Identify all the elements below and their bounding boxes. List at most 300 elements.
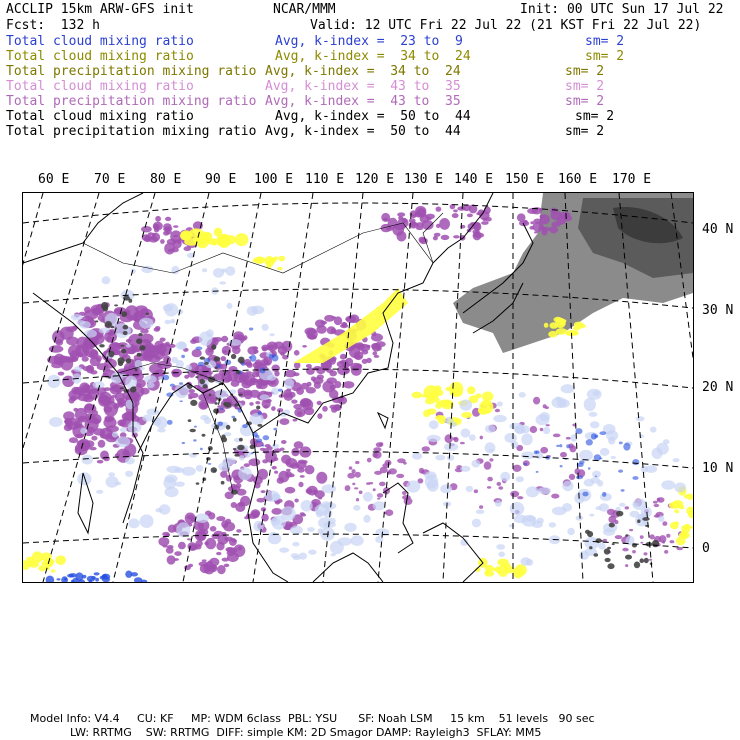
- cloud-core-cell: [188, 419, 192, 422]
- cloud-low-cell: [526, 486, 539, 497]
- cloud-low-cell: [131, 269, 136, 274]
- cloud-low-cell: [363, 515, 370, 523]
- cloud-low-cell: [650, 427, 657, 433]
- cloud-high-cell: [272, 365, 280, 372]
- cloud-low-cell: [543, 427, 550, 434]
- cloud-core-cell: [195, 376, 198, 378]
- cloud-high-cell: [320, 321, 327, 325]
- cloud-low-cell: [444, 443, 458, 451]
- cloud-high-cell: [140, 388, 149, 395]
- cloud-high-cell: [467, 214, 473, 218]
- cloud-high-cell: [551, 494, 559, 499]
- cloud-high-cell: [513, 465, 522, 472]
- cloud-low-cell: [292, 542, 299, 547]
- cloud-low-cell: [589, 412, 598, 417]
- cloud-high-cell: [453, 209, 458, 212]
- cloud-core-cell: [607, 563, 614, 569]
- cloud-high-cell: [52, 330, 64, 343]
- cloud-high-cell: [253, 349, 258, 353]
- cloud-high-cell: [622, 548, 628, 552]
- cloud-high-cell: [244, 463, 250, 467]
- cloud-high-cell: [174, 235, 179, 237]
- cloud-high-cell: [318, 497, 322, 499]
- cloud-low-cell: [460, 466, 470, 472]
- cloud-low-cell: [471, 460, 480, 468]
- lon-label: 60 E: [38, 172, 70, 187]
- cloud-core-cell: [589, 546, 592, 549]
- cloud-mid-cell: [218, 239, 226, 245]
- cloud-mid-cell: [544, 323, 549, 328]
- cloud-core-cell: [596, 538, 602, 543]
- cloud-mid-cell: [412, 392, 423, 399]
- cloud-low-cell: [645, 465, 657, 473]
- cloud-high-cell: [293, 404, 302, 409]
- cloud-low-cell: [272, 444, 279, 449]
- cloud-high-cell: [354, 351, 364, 360]
- cloud-low-cell: [108, 472, 115, 476]
- cloud-low-cell: [485, 425, 496, 433]
- cloud-low-cell: [196, 465, 204, 472]
- cloud-high-cell: [653, 501, 658, 504]
- cloud-core-cell: [206, 457, 211, 460]
- cloud-high-cell: [49, 345, 64, 352]
- cloud-core-cell: [605, 558, 611, 562]
- cloud-high-cell: [497, 482, 502, 486]
- cloud-high-cell: [317, 375, 324, 380]
- cloud-low-cell: [112, 432, 118, 438]
- cloud-high-cell: [553, 434, 561, 438]
- lon-label: 80 E: [150, 172, 182, 187]
- cloud-high-cell: [549, 226, 558, 233]
- cloud-high-cell: [303, 460, 308, 464]
- cloud-high-cell: [236, 529, 241, 533]
- cloud-high-cell: [188, 396, 192, 399]
- cloud-high-cell: [397, 458, 406, 463]
- cloud-low-cell: [511, 441, 519, 448]
- cloud-high-cell: [474, 489, 478, 493]
- cloud-high-cell: [611, 515, 614, 517]
- cloud-high-cell: [173, 225, 178, 228]
- cloud-core-cell: [135, 368, 138, 371]
- cloud-high-cell: [148, 355, 161, 363]
- cloud-low-cell: [476, 510, 485, 515]
- cloud-low-cell: [673, 458, 680, 462]
- cloud-high-cell: [433, 236, 438, 241]
- cloud-high-cell: [517, 496, 523, 499]
- cloud-low-cell: [632, 499, 646, 510]
- cloud-low-cell: [616, 507, 621, 511]
- cloud-core-cell: [118, 357, 125, 364]
- cloud-high-cell: [317, 401, 322, 405]
- valid-time: Valid: 12 UTC Fri 22 Jul 22 (21 KST Fri 22 Jul 22): [310, 18, 702, 33]
- cloud-mid-cell: [214, 228, 222, 237]
- cloud-core-cell: [121, 345, 125, 347]
- cloud-high-cell: [226, 475, 232, 482]
- legend-field: Total precipitation mixing ratio: [6, 124, 257, 139]
- cloud-high-cell: [58, 372, 65, 376]
- cloud-high-cell: [280, 352, 285, 356]
- cloud-high-cell: [250, 378, 258, 385]
- cloud-core-cell: [644, 558, 649, 563]
- cloud-low-cell: [185, 365, 192, 372]
- cloud-core-cell: [190, 429, 196, 432]
- cloud-core-cell: [231, 354, 236, 359]
- cloud-high-cell: [277, 477, 284, 484]
- cloud-high-cell: [227, 547, 238, 553]
- cloud-high-cell: [162, 532, 169, 536]
- cloud-high-cell: [543, 404, 547, 408]
- cloud-low-cell: [324, 521, 336, 527]
- cloud-high-cell: [64, 424, 72, 431]
- cloud-high-cell: [165, 342, 170, 347]
- cloud-high-cell: [654, 504, 660, 507]
- cloud-high-cell: [261, 490, 266, 493]
- cloud-high-cell: [457, 206, 465, 210]
- cloud-high-cell: [676, 547, 683, 550]
- cloud-low-cell: [301, 500, 313, 512]
- model-info-line1: Model Info: V4.4 CU: KF MP: WDM 6class PBL: YSU SF: Noah LSM 15 km 51 levels 90 sec: [30, 712, 595, 725]
- cloud-low-cell: [180, 400, 183, 402]
- cloud-mid-cell: [265, 256, 275, 267]
- cloud-high-cell: [220, 356, 226, 361]
- cloud-high-cell: [517, 213, 526, 221]
- cloud-high-cell: [73, 408, 78, 412]
- cloud-mid-cell: [207, 238, 214, 242]
- cloud-core-cell: [231, 490, 238, 495]
- cloud-mid-cell: [682, 525, 688, 530]
- lon-label: 100 E: [254, 172, 294, 187]
- cloud-core-cell: [101, 302, 108, 310]
- cloud-low-cell: [562, 481, 573, 491]
- cloud-high-cell: [69, 437, 78, 443]
- cloud-high-cell: [271, 381, 276, 384]
- cloud-low-cell: [226, 266, 236, 275]
- cloud-high-cell: [163, 231, 169, 236]
- cloud-mid-cell: [478, 407, 488, 414]
- cloud-high-cell: [369, 482, 373, 484]
- cloud-high-cell: [298, 482, 303, 487]
- cloud-high-cell: [560, 452, 567, 458]
- legend-smoothing: sm= 2: [565, 64, 605, 79]
- cloud-low-cell: [273, 428, 277, 431]
- cloud-core-cell: [121, 311, 127, 317]
- cloud-high-cell: [293, 419, 298, 422]
- lat-label: 0: [702, 541, 710, 556]
- cloud-low-cell: [307, 527, 315, 532]
- cloud-high-cell: [202, 559, 207, 561]
- cloud-high-cell: [329, 405, 337, 410]
- cloud-core-cell: [137, 353, 142, 357]
- cloud-low-cell: [509, 524, 515, 527]
- cloud-low-cell: [222, 461, 230, 468]
- cloud-high-cell: [75, 434, 84, 439]
- cloud-low-cell: [200, 415, 209, 420]
- cloud-high-cell: [178, 542, 186, 550]
- cloud-low-cell: [549, 522, 556, 527]
- cloud-high-cell: [485, 217, 492, 222]
- cloud-low-cell: [165, 320, 171, 324]
- cloud-high-cell: [302, 345, 307, 348]
- cloud-high-cell: [160, 239, 165, 244]
- cloud-low-cell: [469, 434, 476, 441]
- legend-avg: Avg, k-index = 50 to 44: [275, 109, 471, 124]
- cloud-low-cell: [164, 303, 178, 316]
- cloud-high-cell: [195, 544, 201, 549]
- cloud-high-cell: [372, 343, 381, 352]
- cloud-high-cell: [60, 357, 73, 370]
- cloud-high-cell: [177, 240, 181, 244]
- cloud-high-cell: [285, 487, 296, 494]
- cloud-high-cell: [204, 562, 215, 574]
- cloud-low-cell: [281, 506, 296, 521]
- cloud-low-cell: [125, 457, 135, 464]
- lon-label: 160 E: [558, 172, 598, 187]
- cloud-core-cell: [594, 553, 599, 556]
- cloud-core-cell: [190, 400, 197, 406]
- cloud-low-cell: [588, 467, 591, 469]
- map-panel: [22, 192, 694, 583]
- cloud-low-cell: [603, 528, 615, 535]
- cloud-low-cell: [128, 518, 139, 528]
- cloud-high-cell: [89, 447, 96, 451]
- cloud-low-cell: [561, 384, 575, 393]
- cloud-high-cell: [489, 458, 493, 461]
- cloud-mid-cell: [684, 494, 689, 498]
- cloud-core-cell: [211, 344, 216, 349]
- cloud-high-cell: [349, 466, 353, 469]
- cloud-high-cell: [452, 213, 459, 218]
- legend-smoothing: sm= 2: [565, 124, 605, 139]
- cloud-high-cell: [453, 235, 460, 238]
- cloud-high-cell: [136, 383, 142, 386]
- cloud-high-cell: [487, 486, 491, 489]
- cloud-low-cell: [598, 543, 605, 550]
- cloud-high-cell: [98, 440, 106, 448]
- cloud-high-cell: [244, 359, 251, 366]
- cloud-core-cell: [609, 523, 615, 528]
- cloud-mid-cell: [482, 391, 493, 401]
- coastline: [313, 553, 383, 582]
- cloud-low-cell: [200, 448, 203, 451]
- cloud-low-cell: [308, 550, 316, 555]
- legend-field: Total cloud mixing ratio: [6, 109, 194, 124]
- cloud-low-cell: [269, 354, 274, 359]
- cloud-high-cell: [210, 526, 217, 532]
- cloud-low-cell: [115, 482, 121, 486]
- cloud-core-cell: [215, 366, 218, 369]
- cloud-high-cell: [305, 465, 315, 474]
- cloud-low-cell: [498, 552, 505, 558]
- cloud-low-cell: [290, 526, 303, 535]
- cloud-high-cell: [420, 214, 429, 223]
- cloud-mid-cell: [438, 400, 452, 407]
- cloud-high-cell: [113, 403, 119, 409]
- cloud-low-cell: [120, 427, 127, 432]
- cloud-low-cell: [322, 484, 337, 493]
- cloud-high-cell: [82, 384, 90, 392]
- cloud-core-cell: [216, 397, 219, 399]
- cloud-low-cell: [156, 416, 168, 428]
- cloud-high-cell: [154, 328, 160, 332]
- cloud-high-cell: [481, 221, 489, 225]
- cloud-high-cell: [334, 381, 341, 388]
- cloud-high-cell: [271, 508, 282, 515]
- cloud-high-cell: [379, 482, 386, 487]
- cloud-low-cell: [194, 426, 197, 428]
- cloud-high-cell: [92, 308, 98, 312]
- cloud-high-cell: [569, 445, 576, 452]
- cloud-core-cell: [238, 357, 245, 364]
- cloud-mid-cell: [212, 242, 217, 246]
- cloud-low-cell: [608, 437, 615, 445]
- cloud-high-cell: [154, 224, 159, 229]
- cloud-low-cell: [279, 547, 289, 552]
- cloud-core-cell: [114, 304, 118, 306]
- cloud-high-cell: [223, 522, 235, 532]
- cloud-high-cell: [152, 233, 160, 242]
- cloud-low-cell: [262, 324, 269, 331]
- cloud-mid-cell: [423, 410, 430, 417]
- cloud-low-cell: [440, 484, 452, 493]
- cloud-high-cell: [540, 215, 545, 219]
- cloud-high-cell: [334, 316, 342, 325]
- cloud-high-cell: [216, 516, 225, 521]
- cloud-mid-cell: [467, 386, 475, 394]
- cloud-high-cell: [495, 409, 500, 413]
- cloud-high-cell: [615, 535, 623, 539]
- cloud-core-cell: [202, 434, 206, 437]
- cloud-low-cell: [96, 490, 103, 494]
- cloud-low-cell: [182, 442, 185, 444]
- cloud-low-cell: [126, 344, 131, 348]
- cloud-mid-cell: [675, 521, 679, 525]
- cloud-high-cell: [285, 458, 297, 468]
- cloud-high-cell: [540, 226, 545, 230]
- cloud-core-cell: [223, 402, 227, 406]
- cloud-low-cell: [344, 523, 356, 532]
- cloud-high-cell: [187, 538, 191, 540]
- cloud-high-cell: [529, 226, 534, 230]
- cloud-low-cell: [147, 383, 155, 388]
- cloud-low-cell: [510, 502, 524, 516]
- cloud-low-cell: [412, 453, 422, 460]
- cloud-high-cell: [249, 458, 261, 466]
- legend-field: Total precipitation mixing ratio: [6, 64, 257, 79]
- cloud-high-cell: [100, 451, 109, 460]
- cloud-high-cell: [286, 469, 291, 472]
- lon-label: 70 E: [94, 172, 126, 187]
- cloud-mid-cell: [278, 256, 285, 262]
- cloud-high-cell: [540, 428, 544, 432]
- cloud-low-cell: [521, 452, 535, 460]
- cloud-high-cell: [345, 485, 351, 491]
- legend-field: Total cloud mixing ratio: [6, 49, 194, 64]
- coastline: [378, 413, 388, 428]
- cloud-high-cell: [300, 475, 305, 478]
- cloud-low-cell: [559, 444, 562, 447]
- cloud-high-cell: [534, 231, 538, 233]
- cloud-low-cell: [46, 576, 55, 582]
- cloud-low-cell: [171, 357, 178, 364]
- cloud-core-cell: [136, 338, 142, 344]
- cloud-high-cell: [566, 437, 571, 440]
- cloud-low-cell: [146, 409, 159, 416]
- cloud-core-cell: [604, 548, 610, 554]
- cloud-low-cell: [249, 356, 252, 358]
- cloud-high-cell: [479, 505, 483, 509]
- cloud-low-cell: [165, 475, 178, 483]
- cloud-core-cell: [145, 313, 149, 315]
- cloud-core-cell: [95, 320, 98, 322]
- legend-avg: Avg, k-index = 43 to 35: [265, 79, 461, 94]
- cloud-core-cell: [626, 534, 629, 536]
- cloud-mid-cell: [461, 412, 472, 418]
- cloud-low-cell: [611, 456, 617, 459]
- cloud-high-cell: [441, 235, 450, 240]
- cloud-high-cell: [257, 469, 268, 480]
- cloud-high-cell: [78, 352, 84, 357]
- cloud-low-cell: [586, 439, 593, 445]
- cloud-high-cell: [347, 473, 355, 479]
- cloud-low-cell: [199, 331, 213, 345]
- cloud-core-cell: [213, 408, 219, 413]
- cloud-low-cell: [497, 401, 503, 406]
- lon-label: 90 E: [205, 172, 237, 187]
- cloud-high-cell: [261, 359, 270, 364]
- cloud-core-cell: [105, 321, 112, 328]
- cloud-high-cell: [166, 547, 174, 554]
- lat-label: 30 N: [702, 303, 734, 318]
- legend-smoothing: sm= 2: [575, 109, 615, 124]
- cloud-high-cell: [222, 558, 229, 562]
- cloud-low-cell: [590, 477, 600, 484]
- cloud-high-cell: [279, 418, 289, 425]
- cloud-high-cell: [331, 328, 336, 334]
- cloud-high-cell: [533, 397, 540, 405]
- legend-avg: Avg, k-index = 50 to 44: [265, 124, 461, 139]
- model-title: ACCLIP 15km ARW-GFS init: [6, 2, 194, 17]
- cloud-low-cell: [69, 573, 77, 577]
- cloud-low-cell: [373, 501, 386, 510]
- cloud-high-cell: [294, 499, 298, 503]
- cloud-low-cell: [47, 375, 60, 388]
- cloud-high-cell: [341, 322, 346, 327]
- cloud-low-cell: [155, 508, 162, 512]
- cloud-low-cell: [406, 480, 420, 492]
- cloud-high-cell: [664, 550, 668, 554]
- cloud-mid-cell: [199, 233, 208, 241]
- cloud-high-cell: [317, 413, 322, 419]
- cloud-low-cell: [140, 514, 154, 528]
- cloud-mid-cell: [475, 394, 482, 399]
- center-label: NCAR/MMM: [273, 2, 336, 17]
- cloud-high-cell: [106, 425, 119, 432]
- cloud-low-cell: [219, 281, 226, 284]
- cloud-high-cell: [670, 540, 675, 543]
- cloud-low-cell: [260, 367, 266, 373]
- cloud-high-cell: [356, 498, 359, 501]
- forecast-hour: Fcst: 132 h: [6, 18, 100, 33]
- cloud-low-cell: [74, 366, 83, 372]
- cloud-low-cell: [258, 411, 262, 415]
- cloud-low-cell: [167, 466, 181, 473]
- cloud-low-cell: [278, 389, 283, 392]
- cloud-low-cell: [552, 507, 567, 516]
- cloud-low-cell: [538, 487, 551, 494]
- cloud-low-cell: [128, 421, 142, 433]
- cloud-high-cell: [282, 341, 293, 352]
- lat-label: 20 N: [702, 380, 734, 395]
